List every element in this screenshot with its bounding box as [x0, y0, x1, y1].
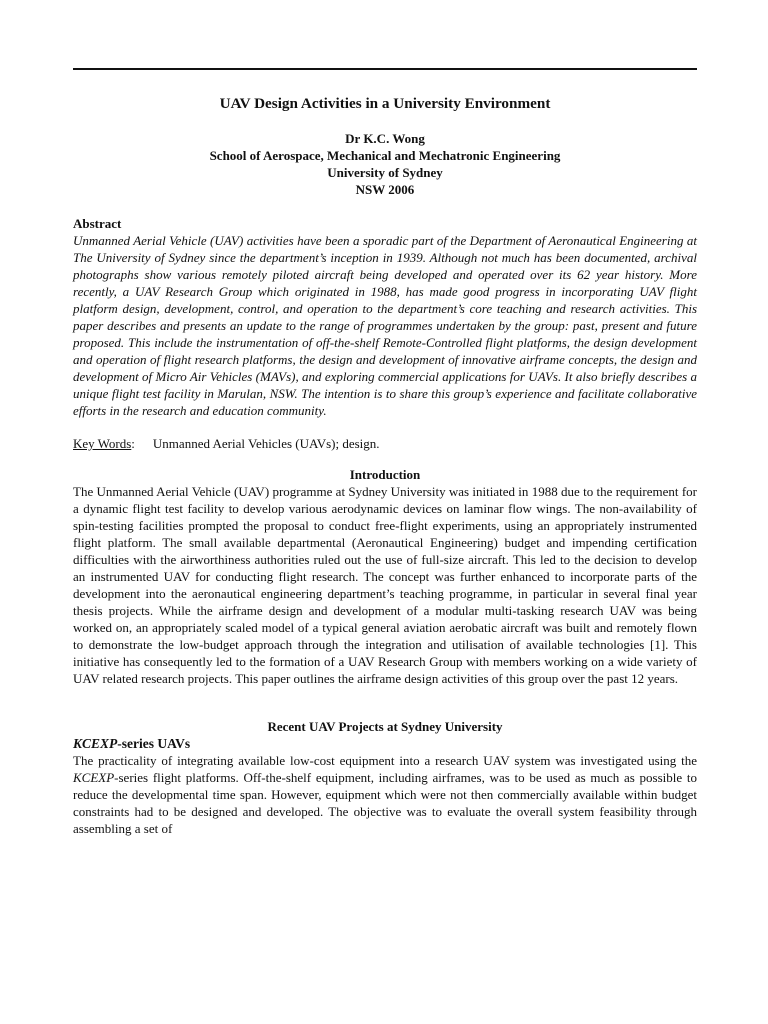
recent-projects-heading: Recent UAV Projects at Sydney University [267, 719, 503, 734]
author-location: NSW 2006 [355, 182, 415, 197]
kcexp-paragraph [73, 752, 697, 837]
keywords-line [73, 435, 697, 452]
introduction-text: The Unmanned Aerial Vehicle (UAV) programme at Sydney University was initiated in 1988 due to the requirement for a dynamic flight test facility to develop various aerodynamic devices on laminar flow wings. The non-availability of spin-testing facilities prompted the proposal to conduct free-flight experiments, using an appropriately instrumented flight platform. The small available departmental (Aeronautical Engineering) budget and impending certification difficulties with the airworthiness authorities ruled out the use of full-size aircraft. This led to the decision to develop an instrumented UAV for conducting flight research. The concept was further enhanced to incorporate parts of the development into the aeronautical engineering department’s teaching programme, in particular in several final year thesis projects. While the airframe design and development of a modular multi-tasking research UAV was being worked on, an appropriately scaled model of a typical general aviation aerobatic aircraft was built and remotely flown to demonstrate the low-budget approach through the integration and utilisation of available technologies [1]. This initiative has consequently led to the formation of a UAV Research Group with members working on a wide variety of UAV related research projects. This paper outlines the airframe design activities of this group over the past 12 years. [73, 484, 697, 686]
kcexp-subheading-rest: -series UAVs [117, 736, 191, 751]
author-block [73, 130, 697, 198]
kcexp-text-italic: KCEXP [73, 770, 115, 785]
author-university: University of Sydney [327, 165, 443, 180]
kcexp-text-before: The practicality of integrating available low-cost equipment into a research UAV system was investigated using the [73, 753, 697, 768]
keywords-label: Key Words [73, 436, 132, 451]
top-rule [73, 68, 697, 70]
kcexp-subheading [73, 735, 697, 752]
abstract-heading: Abstract [73, 216, 122, 231]
abstract-text: Unmanned Aerial Vehicle (UAV) activities have been a sporadic part of the Department of Aeronautical Engineering at The University of Sydney since the department’s inception in 1939. Although not much has been documented, archival photographs show various remotely piloted aircraft being developed and operated over its 62 year history. More recently, a UAV Research Group which originated in 1988, has made good progress in incorporating UAV flight platform design, development, control, and operation to the department’s core teaching and research activities. This paper describes and presents an update to the range of programmes undertaken by the group: past, present and future proposed. This include the instrumentation of off-the-shelf Remote-Controlled flight platforms, the design development and operation of flight research platforms, the design and development of innovative airframe concepts, the design and development of Micro Air Vehicles (MAVs), and exploring commercial applications for UAVs. It also briefly describes a unique flight test facility in Marulan, NSW. The intention is to share this group’s experience and facilitate collaborative efforts in the research and education community. [73, 233, 697, 418]
keywords-value: Unmanned Aerial Vehicles (UAVs); design. [152, 436, 380, 451]
kcexp-text-after: -series flight platforms. Off-the-shelf equipment, including airframes, was to be used as much as possible to reduce the developmental time span. However, equipment which were not then commercially available within budget constraints had to be designed and developed. The objective was to evaluate the overall system feasibility through assembling a set of [73, 770, 697, 836]
author-school: School of Aerospace, Mechanical and Mechatronic Engineering [209, 148, 561, 163]
author-name: Dr K.C. Wong [345, 131, 425, 146]
keywords-separator: : [131, 436, 135, 451]
paper-title: UAV Design Activities in a University Environment [219, 95, 551, 112]
document-page [73, 68, 697, 837]
introduction-heading: Introduction [349, 467, 421, 482]
kcexp-subheading-italic: KCEXP [73, 736, 118, 751]
